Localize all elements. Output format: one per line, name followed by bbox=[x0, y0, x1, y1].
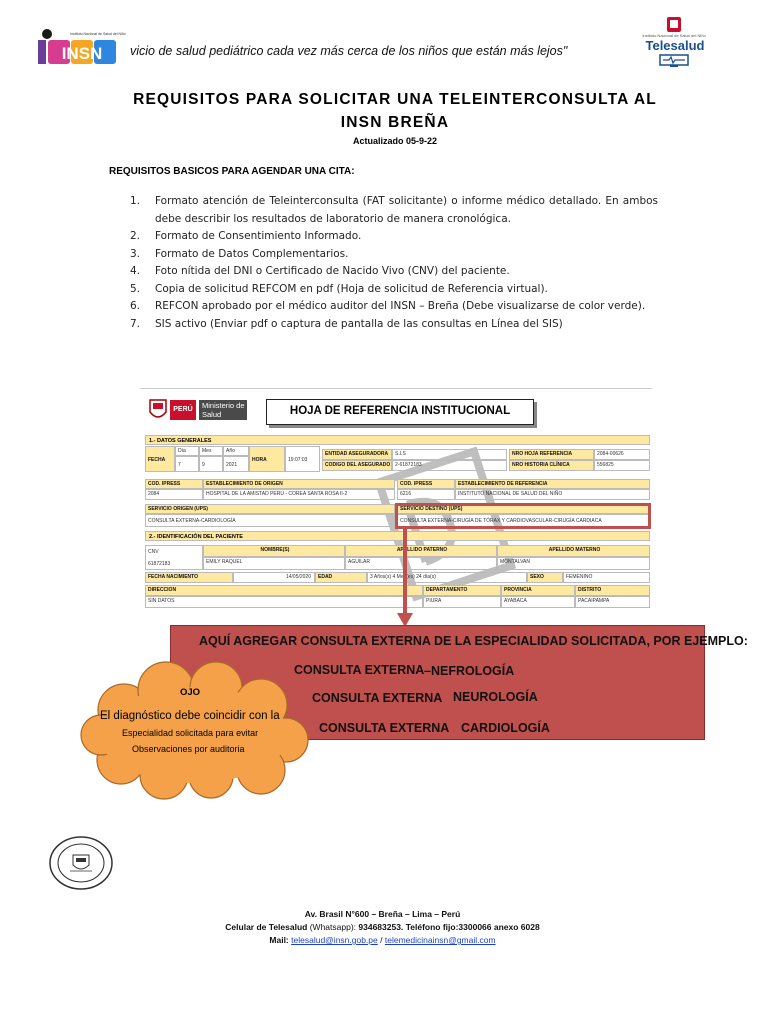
section-general: 1.- DATOS GENERALES bbox=[145, 435, 650, 445]
peru-shield-icon bbox=[148, 398, 168, 422]
list-item: 6. REFCON aprobado por el médico auditor del INSN – Breña (Debe visualizarse de color verde). bbox=[130, 300, 646, 312]
monitor-icon bbox=[658, 54, 690, 68]
warning-cloud: OJO El diagnóstico debe coincidir con la Especialidad solicitada para evitar Observaciones por auditoria bbox=[76, 660, 316, 800]
list-item: 7. SIS activo (Enviar pdf o captura de pantalla de las consultas en Línea del SIS) bbox=[130, 317, 563, 330]
insn-logo bbox=[38, 26, 128, 66]
referral-form-image: PERÚ Ministerio de Salud HOJA DE REFERENCIA INSTITUCIONAL 1.- DATOS GENERALES FECHA Día Mes Año 7 9 2021 HORA 19:07:03 ENTIDAD ASEGURADORA S.I.S CODIGO DEL ASEGURADO 2-61872183 NRO HOJA REFERENCIA 2084-00626 NRO HISTORIA CLÍNICA 556825 COD. IPRESS ESTABLECIMIENTO DE ORIGEN 2084 HOSPITAL DE LA AMISTAD PERU - COREA SANTA ROSA II-2 COD. IPRESS ESTABLECIMIENTO DE REFERENCIA 6216 INSTITUTO NACIONAL DE SALUD DEL NIÑO SERVICIO ORIGEN (UPS) CONSULTA EXTERNA-CARDIOLOGÍA SERVICIO DESTINO (UPS) CONSULTA EXTERNA-CIRUGÍA DE TÓRAX Y CARDIOVASCULAR-CIRUGÍA CARDIACA 2.- IDENTIFICACIÓN DEL PACIENTE CNV 61872183 NOMBRE(S) APELLIDO PATERNO APELLIDO MATERNO EMILY RAQUEL AGUILAR MONTALVAN FECHA NACIMIENTO 14/05/2020 EDAD 3 Años(s) 4 Mes(es) 24 día(s) SEXO FEMENINO DIRECCION DEPARTAMENTO PROVINCIA DISTRITO SIN DATOS PIURA AYABACA PACAIPAMPA bbox=[140, 388, 652, 612]
specialty-callout: AQUÍ AGREGAR CONSULTA EXTERNA DE LA ESPECIALIDAD SOLICITADA, POR EJEMPLO: CONSULTA EXTERNA –NEFROLOGÍA CONSULTA EXTERNA NEUROLOGÍA CONSULTA EXTERNA CARDIOLOGÍA bbox=[170, 625, 705, 740]
email-link-telesalud[interactable]: telesalud@insn.gob.pe bbox=[291, 935, 378, 945]
footer-address: Av. Brasil N°600 – Breña – Lima – Perú bbox=[304, 909, 461, 919]
tagline: vicio de salud pediátrico cada vez más cerca de los niños que están más lejos" bbox=[130, 44, 568, 58]
list-item: 5. Copia de solicitud REFCOM en pdf (Hoja de solicitud de Referencia virtual). bbox=[130, 282, 548, 295]
document-title: REQUISITOS PARA SOLICITAR UNA TELEINTERCONSULTA AL INSN BREÑA bbox=[133, 91, 657, 131]
list-item: 2. Formato de Consentimiento Informado. bbox=[130, 230, 362, 242]
callout-heading: AQUÍ AGREGAR CONSULTA EXTERNA DE LA ESPECIALIDAD SOLICITADA, POR EJEMPLO: bbox=[199, 634, 748, 648]
arrow-down-icon bbox=[395, 529, 415, 629]
requirements-list bbox=[130, 193, 658, 333]
list-item: 3. Formato de Datos Complementarios. bbox=[130, 247, 349, 260]
updated-date: Actualizado 05-9-22 bbox=[352, 136, 438, 146]
section-patient: 2.- IDENTIFICACIÓN DEL PACIENTE bbox=[145, 531, 650, 541]
requirements-heading: REQUISITOS BASICOS PARA AGENDAR UNA CITA: bbox=[109, 166, 355, 177]
telesalud-logo bbox=[634, 16, 714, 68]
email-link-telemedicina[interactable]: telemedicinainsn@gmail.com bbox=[384, 935, 496, 945]
minsa-logo: PERÚ Ministerio de Salud bbox=[148, 396, 248, 424]
official-seal-icon bbox=[48, 835, 114, 891]
footer bbox=[100, 908, 665, 947]
telesalud-caption: Instituto Nacional de Salud del Niño bbox=[642, 33, 706, 38]
form-title: HOJA DE REFERENCIA INSTITUCIONAL bbox=[266, 399, 534, 425]
footer-phone: Celular de Telesalud (Whatsapp): 934683253. Teléfono fijo:3300066 anexo 6028 bbox=[225, 922, 540, 932]
highlight-box bbox=[395, 503, 651, 529]
telesalud-label: Telesalud bbox=[645, 38, 705, 53]
footer-mail: Mail: telesalud@insn.gob.pe / telemedicinainsn@gmail.com bbox=[269, 935, 496, 945]
peru-shield-icon bbox=[659, 16, 689, 34]
svg-text:Instituto Nacional de Salud de: Instituto Nacional de Salud del Niño bbox=[70, 32, 126, 36]
svg-text:INSN: INSN bbox=[61, 44, 103, 63]
list-item: 1. Formato atención de Teleinterconsulta (FAT solicitante) o informe médico detallado. En ambos debe describir los resultados de laboratorio de manera cronológica. bbox=[130, 195, 658, 225]
list-item: 4. Foto nítida del DNI o Certificado de Nacido Vivo (CNV) del paciente. bbox=[130, 265, 510, 277]
